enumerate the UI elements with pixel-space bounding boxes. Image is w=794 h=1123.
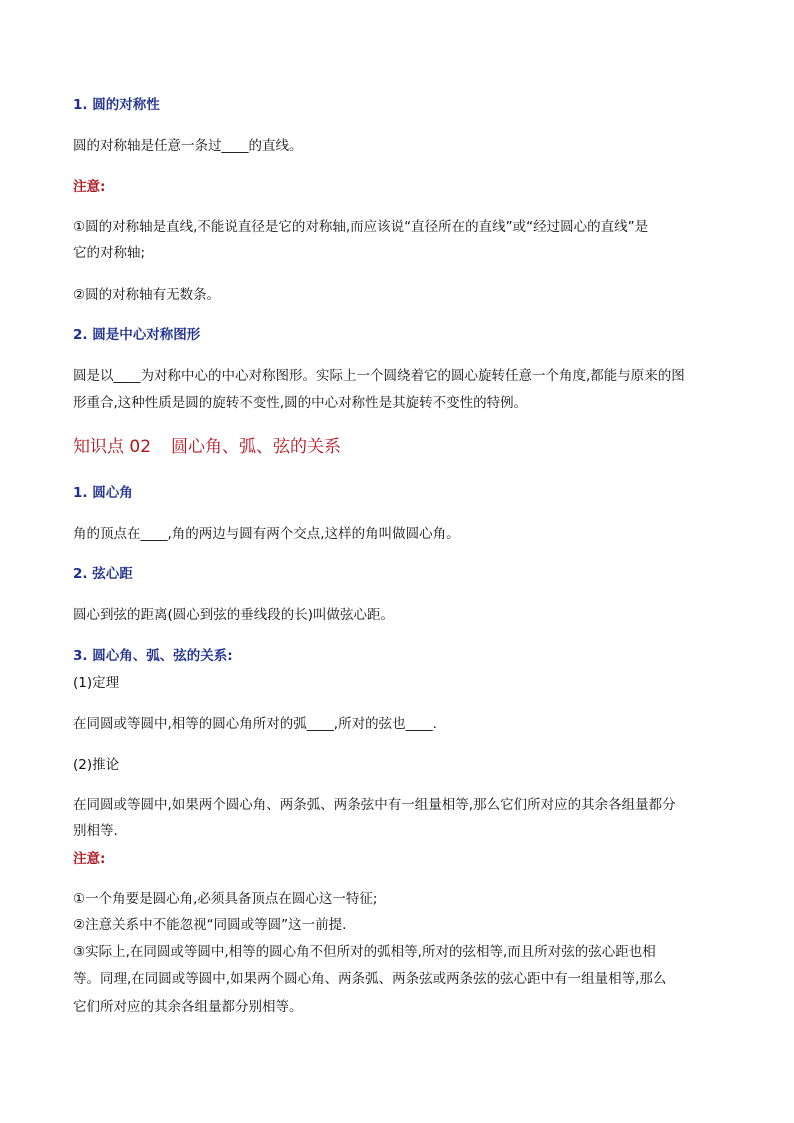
text-symmetry-axis: 圆的对称轴是任意一条过____的直线。 bbox=[73, 138, 303, 154]
corollary-label: (2)推论 bbox=[73, 757, 120, 773]
text-corollary-line-2: 别相等. bbox=[73, 823, 118, 839]
text-chord-distance: 圆心到弦的距离(圆心到弦的垂线段的长)叫做弦心距。 bbox=[73, 607, 395, 623]
heading-central-symmetry: 2. 圆是中心对称图形 bbox=[73, 327, 201, 343]
note-2: ②圆的对称轴有无数条。 bbox=[73, 287, 221, 303]
note-3-3-line-3: 它们所对应的其余各组量都分别相等。 bbox=[73, 999, 303, 1015]
note-1-line-1: ①圆的对称轴是直线,不能说直径是它的对称轴,而应该说“直径所在的直线”或“经过圆心的直线”是 bbox=[73, 219, 649, 235]
note-3-1: ①一个角要是圆心角,必须具备顶点在圆心这一特征; bbox=[73, 891, 378, 907]
note-3-3-line-2: 等。同理,在同圆或等圆中,如果两个圆心角、两条弧、两条弦或两条弦的弦心距中有一组量相等,那么 bbox=[73, 971, 667, 987]
knowledge-point-heading bbox=[73, 436, 341, 458]
knowledge-point-number: 知识点 02 bbox=[73, 437, 152, 457]
heading-central-angle: 1. 圆心角 bbox=[73, 485, 133, 501]
note-3-3-line-1: ③实际上,在同圆或等圆中,相等的圆心角不但所对的弧相等,所对的弦相等,而且所对弦的弦心距也相 bbox=[73, 944, 656, 960]
theorem-label: (1)定理 bbox=[73, 675, 120, 691]
text-corollary-line-1: 在同圆或等圆中,如果两个圆心角、两条弧、两条弦中有一组量相等,那么它们所对应的其余各组量都分 bbox=[73, 797, 676, 813]
text-central-symmetry-line-2: 形重合,这种性质是圆的旋转不变性,圆的中心对称性是其旋转不变性的特例。 bbox=[73, 395, 528, 411]
text-central-symmetry-line-1: 圆是以____为对称中心的中心对称图形。实际上一个圆绕着它的圆心旋转任意一个角度,都能与原来的图 bbox=[73, 368, 685, 384]
heading-chord-distance: 2. 弦心距 bbox=[73, 566, 133, 582]
note-1-line-2: 它的对称轴; bbox=[73, 245, 146, 261]
heading-circle-symmetry: 1. 圆的对称性 bbox=[73, 97, 160, 113]
text-theorem: 在同圆或等圆中,相等的圆心角所对的弧____,所对的弦也____. bbox=[73, 716, 437, 732]
text-central-angle: 角的顶点在____,角的两边与圆有两个交点,这样的角叫做圆心角。 bbox=[73, 526, 460, 542]
note-3-2: ②注意关系中不能忽视“同圆或等圆”这一前提. bbox=[73, 917, 347, 933]
knowledge-point-title: 圆心角、弧、弦的关系 bbox=[171, 437, 342, 457]
note-label-1: 注意: bbox=[73, 179, 106, 195]
heading-relation: 3. 圆心角、弧、弦的关系: bbox=[73, 648, 233, 664]
note-label-2: 注意: bbox=[73, 851, 106, 867]
